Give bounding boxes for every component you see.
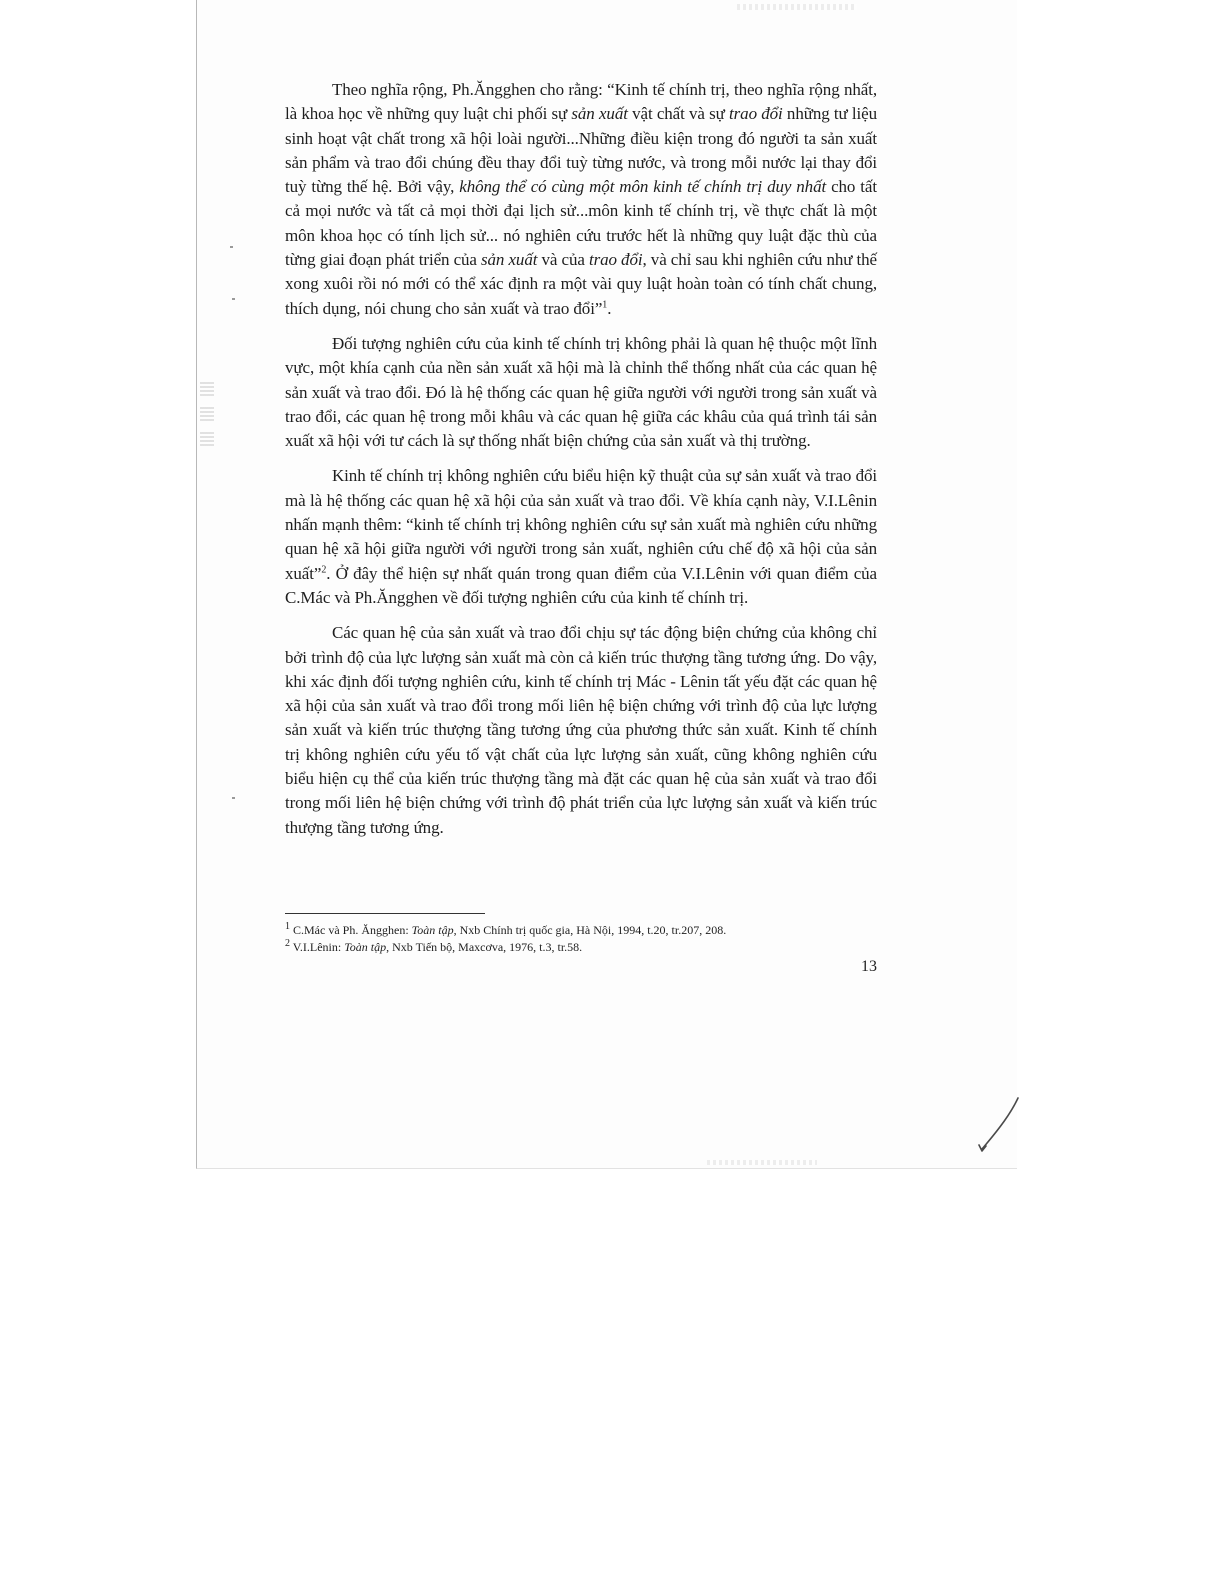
paragraph bbox=[285, 332, 877, 453]
text-run: V.I.Lênin: bbox=[290, 940, 345, 954]
italic-emphasis: sản xuất bbox=[571, 104, 628, 124]
footnote-reference: 2 bbox=[321, 563, 327, 575]
margin-dot bbox=[230, 246, 233, 248]
italic-emphasis: không thể có cùng một môn kinh tế chính trị duy nhất bbox=[459, 177, 827, 197]
scan-artifact-bottom bbox=[707, 1160, 817, 1165]
text-run: Các quan hệ của sản xuất và trao đổi chịu sự tác động biện chứng của không chỉ bởi trình độ của lực lượng sản xuất mà còn cả kiến trúc thượng tầng tương ứng. Do vậy, khi xác định đối tượng nghiên cứu, kinh tế chính trị Mác - Lênin tất yếu đặt các quan hệ xã hội của sản xuất và trao đổi trong mối liên hệ biện chứng với trình độ của lực lượng sản xuất và kiến trúc thượng tầng tương ứng của phương thức sản xuất. Kinh tế chính trị không nghiên cứu yếu tố vật chất của lực lượng sản xuất, cũng không nghiên cứu biểu hiện cụ thể của kiến trúc thượng tầng mà đặt các quan hệ của sản xuất và trao đổi trong mối liên hệ biện chứng với trình độ phát triển của lực lượng sản xuất và kiến trúc thượng tầng tương ứng. bbox=[285, 623, 877, 837]
text-run: , Nxb Tiến bộ, Maxcơva, 1976, t.3, tr.58. bbox=[386, 940, 583, 954]
text-run: Theo nghĩa rộng, Ph.Ăngghen cho rằng: “Kinh tế chính trị, theo nghĩa rộng nhất, là khoa học về những quy luật chi phối sự bbox=[285, 80, 877, 124]
scan-bleed-mark bbox=[200, 380, 214, 396]
text-run: những tư liệu sinh hoạt vật chất trong xã hội loài người...Những điều kiện trong đó người ta sản xuất sản phẩm và trao đổi chúng đều thay đổi tuỳ từng nước, và trong mỗi nước lại thay đổi tuỳ từng thế hệ. Bởi vậy, bbox=[285, 104, 878, 197]
footnote-reference: 1 bbox=[285, 921, 290, 932]
italic-emphasis: Toàn tập bbox=[344, 940, 387, 954]
text-run: , và chỉ sau khi nghiên cứu như thế xong xuôi rồi nó mới có thể xác định ra một vài quy luật hoàn toàn có tính chất chung, thích dụng, nói chung cho sản xuất và trao đổi” bbox=[285, 250, 877, 318]
text-run: C.Mác và Ph. Ăngghen: bbox=[290, 923, 412, 937]
margin-dot bbox=[232, 298, 235, 300]
text-run: Kinh tế chính trị không nghiên cứu biểu hiện kỹ thuật của sự sản xuất và trao đổi mà là hệ thống các quan hệ xã hội của sản xuất và trao đổi. Về khía cạnh này, V.I.Lênin nhấn mạnh thêm: “kinh tế chính trị không nghiên cứu sự sản xuất mà nghiên cứu những quan hệ xã hội giữa người với người trong sản xuất, nghiên cứu chế độ xã hội của sản xuất” bbox=[285, 466, 877, 583]
margin-dot bbox=[232, 797, 235, 799]
page-number: 13 bbox=[861, 958, 877, 975]
paragraph bbox=[285, 78, 877, 321]
text-run: . Ở đây thể hiện sự nhất quán trong quan điểm của V.I.Lênin với quan điểm của C.Mác và Ph.Ăngghen về đối tượng nghiên cứu của kinh tế chính trị. bbox=[285, 563, 877, 607]
scan-artifact-top bbox=[737, 4, 857, 10]
scan-bleed-mark bbox=[200, 430, 214, 446]
text-run: . bbox=[607, 298, 612, 318]
footnote bbox=[285, 922, 877, 939]
footnote-reference: 1 bbox=[602, 299, 608, 311]
italic-emphasis: sản xuất bbox=[481, 250, 538, 270]
paragraph bbox=[285, 621, 877, 840]
italic-emphasis: trao đổi bbox=[729, 104, 783, 124]
text-run: vật chất và sự bbox=[627, 104, 730, 124]
italic-emphasis: trao đổi bbox=[588, 250, 643, 270]
text-run: , Nxb Chính trị quốc gia, Hà Nội, 1994, t.20, tr.207, 208. bbox=[453, 923, 727, 937]
footnote bbox=[285, 939, 877, 956]
paragraph bbox=[285, 464, 877, 610]
footnotes bbox=[285, 922, 877, 956]
text-run: Đối tượng nghiên cứu của kinh tế chính trị không phải là quan hệ thuộc một lĩnh vực, một khía cạnh của nền sản xuất xã hội mà là chỉnh thể thống nhất của các quan hệ sản xuất và trao đổi. Đó là hệ thống các quan hệ giữa người với người trong sản xuất và trao đổi, các quan hệ trong mỗi khâu và các quan hệ giữa các khâu của quá trình tái sản xuất xã hội với tư cách là sự thống nhất biện chứng của sản xuất và thị trường. bbox=[285, 333, 877, 451]
main-text bbox=[285, 78, 877, 851]
text-run: cho tất cả mọi nước và tất cả mọi thời đại lịch sử...môn kinh tế chính trị, về thực chất là một môn khoa học có tính lịch sử... nó nghiên cứu trước hết là những quy luật đặc thù của từng giai đoạn phát triển của bbox=[285, 177, 877, 270]
footnote-reference: 2 bbox=[285, 938, 290, 949]
scan-bleed-mark bbox=[200, 405, 214, 421]
footnote-separator bbox=[285, 913, 485, 914]
italic-emphasis: Toàn tập bbox=[411, 923, 454, 937]
pen-check-mark-icon bbox=[975, 1095, 1035, 1155]
text-run: và của bbox=[537, 250, 589, 270]
